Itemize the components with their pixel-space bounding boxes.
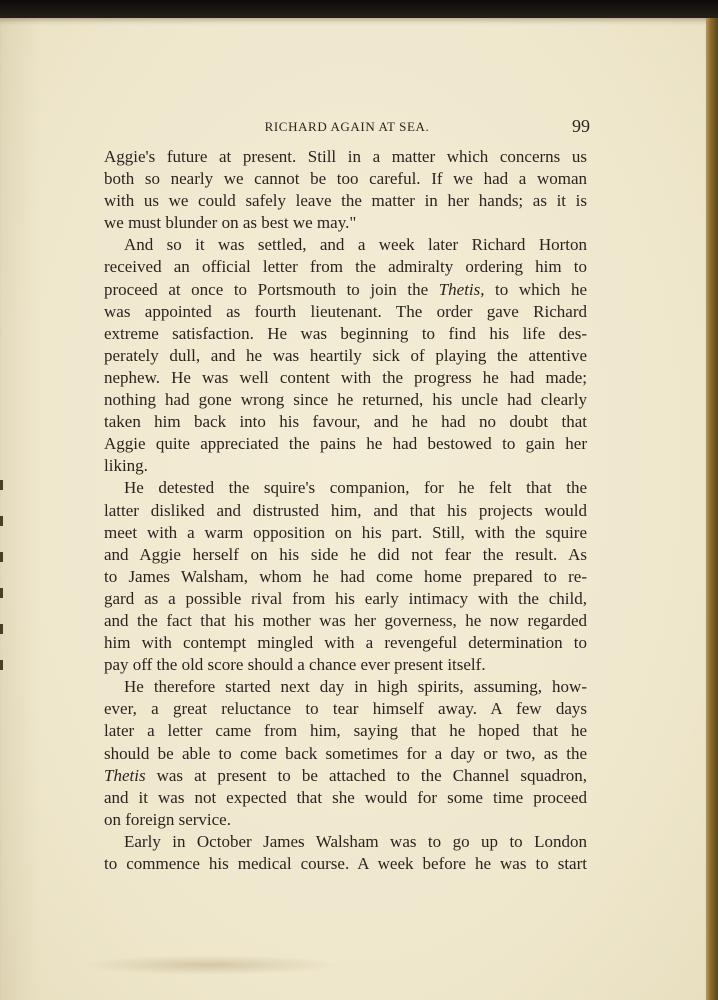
italic-ship-name: Thetis, xyxy=(438,279,485,299)
body-text xyxy=(104,146,587,875)
text-line: latter disliked and distrusted him, and that his projects would xyxy=(104,500,587,520)
text-line: and Aggie herself on his side he did not fear the result. As xyxy=(104,544,587,564)
book-binding-edge xyxy=(706,18,718,1000)
italic-ship-name: Thetis xyxy=(104,765,146,785)
text-line: with us we could safely leave the matter in her hands; as it is xyxy=(104,191,587,211)
text-line: And so it was settled, and a week later Richard Horton xyxy=(124,235,587,255)
text-line: meet with a warm opposition on his part. Still, with the squire xyxy=(104,522,587,542)
text-line: nothing had gone wrong since he returned, his uncle had clearly xyxy=(104,390,587,410)
text-line: was appointed as fourth lieutenant. The order gave Richard xyxy=(104,301,587,321)
text-line: perately dull, and he was heartily sick of playing the attentive xyxy=(104,345,587,365)
text-line: later a letter came from him, saying that he hoped that he xyxy=(104,721,587,741)
text-line: should be able to come back sometimes for a day or two, as the xyxy=(104,743,587,763)
text-line: received an official letter from the admiralty ordering him to xyxy=(104,257,587,277)
text-line xyxy=(104,279,587,301)
text-line: ever, a great reluctance to tear himself away. A few days xyxy=(104,699,587,719)
text-line: to James Walsham, whom he had come home prepared to re- xyxy=(104,566,587,586)
text-line: extreme satisfaction. He was beginning to find his life des- xyxy=(104,323,587,343)
text-line: nephew. He was well content with the progress he had made; xyxy=(104,367,587,387)
text-line: He detested the squire's companion, for he felt that the xyxy=(124,478,587,498)
text-line: on foreign service. xyxy=(104,809,231,829)
text-line: taken him back into his favour, and he had no doubt that xyxy=(104,412,587,432)
scan-margin-marks xyxy=(0,480,6,720)
text-line: liking. xyxy=(104,456,148,476)
text-line: him with contempt mingled with a revengeful determination to xyxy=(104,633,587,653)
page-number: 99 xyxy=(572,116,590,136)
text-line: to commence his medical course. A week before he was to start xyxy=(104,854,587,873)
text-line: gard as a possible rival from his early intimacy with the child, xyxy=(104,588,587,608)
text-line: He therefore started next day in high spirits, assuming, how- xyxy=(124,677,587,697)
running-title: RICHARD AGAIN AT SEA. xyxy=(264,119,430,134)
text-run: to which he xyxy=(484,279,587,299)
text-line: pay off the old score should a chance ever present itself. xyxy=(104,655,486,675)
text-line: Aggie's future at present. Still in a matter which concerns us xyxy=(104,147,587,166)
text-run: proceed at once to Portsmouth to join the xyxy=(104,279,439,299)
text-line xyxy=(104,765,587,787)
text-line: both so nearly we cannot be too careful. If we had a woman xyxy=(104,169,587,189)
text-line: we must blunder on as best we may." xyxy=(104,213,357,233)
page-header xyxy=(104,116,590,138)
text-line: Early in October James Walsham was to go up to London xyxy=(124,831,587,851)
text-line: and the fact that his mother was her governess, he now regarded xyxy=(104,610,587,630)
scan-smudge xyxy=(80,955,340,975)
text-line: and it was not expected that she would for some time proceed xyxy=(104,787,587,807)
text-line: Aggie quite appreciated the pains he had bestowed to gain her xyxy=(104,434,587,454)
text-run: was at present to be attached to the Channel squadron, xyxy=(145,765,587,785)
